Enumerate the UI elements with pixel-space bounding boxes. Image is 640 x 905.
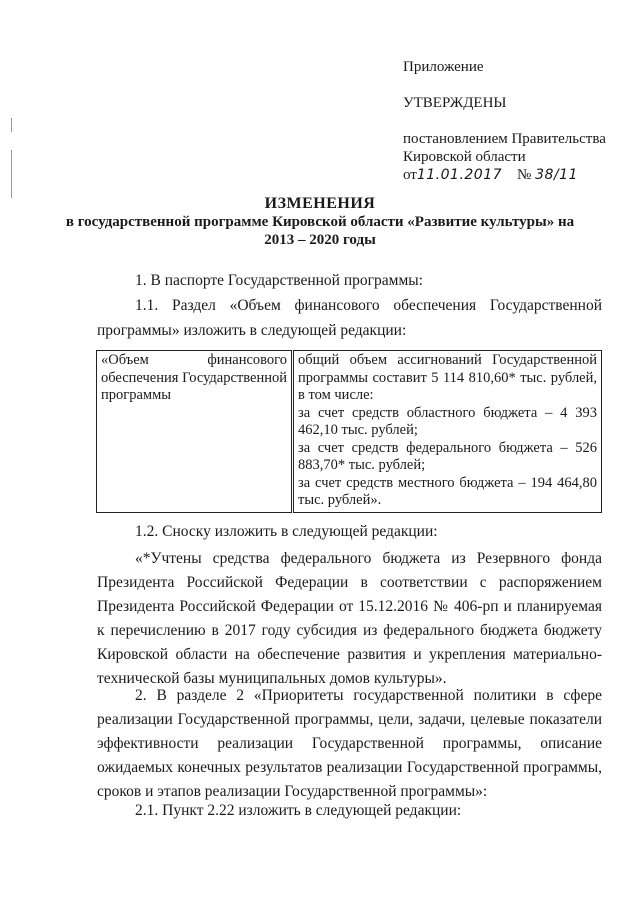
handwritten-date: 11.01.2017 (416, 167, 503, 183)
table-value-line: за счет средств местного бюджета – 194 464,80 тыс. рублей». (298, 474, 597, 508)
title-line-2: в государственной программе Кировской области «Развитие культуры» на (65, 214, 575, 230)
title-line-3: 2013 – 2020 годы (264, 232, 376, 248)
appendix-label: Приложение (403, 59, 484, 75)
item-1-1 (97, 293, 602, 343)
decree-line-1: постановлением Правительства (403, 131, 606, 147)
item-2-1-text: 2.1. Пункт 2.22 изложить в следующей редакции: (135, 802, 462, 819)
handwritten-number: 38/11 (535, 167, 578, 183)
table-cell-label: «Объем финансового обеспечения Государственной программы (97, 351, 293, 513)
item-2 (97, 684, 602, 804)
approval-block (403, 58, 606, 184)
scan-margin-mark (11, 118, 12, 132)
item-1 (97, 268, 602, 293)
item-2-1 (97, 798, 602, 823)
footnote-text: «*Учтены средства федерального бюджета из Резервного фонда Президента Российской Федерации в соответствии с распоряжением Президента Российской Федерации от 15.12.2016 № 406-рп и планируемая к перечислению в 2017 году субсидия из федерального бюджета бюджету Кировской области на обеспечение развития и укрепления материально-технической базы муниципальных домов культуры». (97, 550, 602, 687)
date-prefix: от (403, 167, 417, 183)
item-1-text: 1. В паспорте Государственной программы: (135, 272, 423, 289)
number-prefix: № (517, 167, 532, 183)
scan-margin-mark (11, 150, 12, 198)
item-1-1-text: 1.1. Раздел «Объем финансового обеспечения Государственной программы» изложить в следующей редакции: (97, 297, 602, 339)
footnote-paragraph (97, 547, 602, 691)
finance-table (96, 350, 602, 513)
table-value-line: за счет средств областного бюджета – 4 393 462,10 тыс. рублей; (298, 404, 597, 438)
table-value-line: за счет средств федерального бюджета – 526 883,70* тыс. рублей; (298, 439, 597, 473)
table-cell-value (293, 351, 602, 513)
item-1-2-text: 1.2. Сноску изложить в следующей редакции: (135, 523, 438, 540)
item-2-text: 2. В разделе 2 «Приоритеты государственной политики в сфере реализации Государственной программы, цели, задачи, целевые показатели эффективности реализации Государственной программы, описание ожидаемых конечных результатов реализации Государственной программы, сроков и этапов реализации Государственной программы»: (97, 687, 602, 800)
decree-date-number (403, 166, 606, 184)
approved-label: УТВЕРЖДЕНЫ (403, 95, 507, 111)
title-heading: ИЗМЕНЕНИЯ (264, 195, 376, 212)
item-1-2 (97, 519, 602, 544)
table-value-line: общий объем ассигнований Государственной программы составит 5 114 810,60* тыс. рублей, в том числе: (298, 352, 597, 403)
document-title (0, 195, 640, 249)
decree-line-2: Кировской области (403, 149, 526, 165)
table-row (97, 351, 602, 513)
